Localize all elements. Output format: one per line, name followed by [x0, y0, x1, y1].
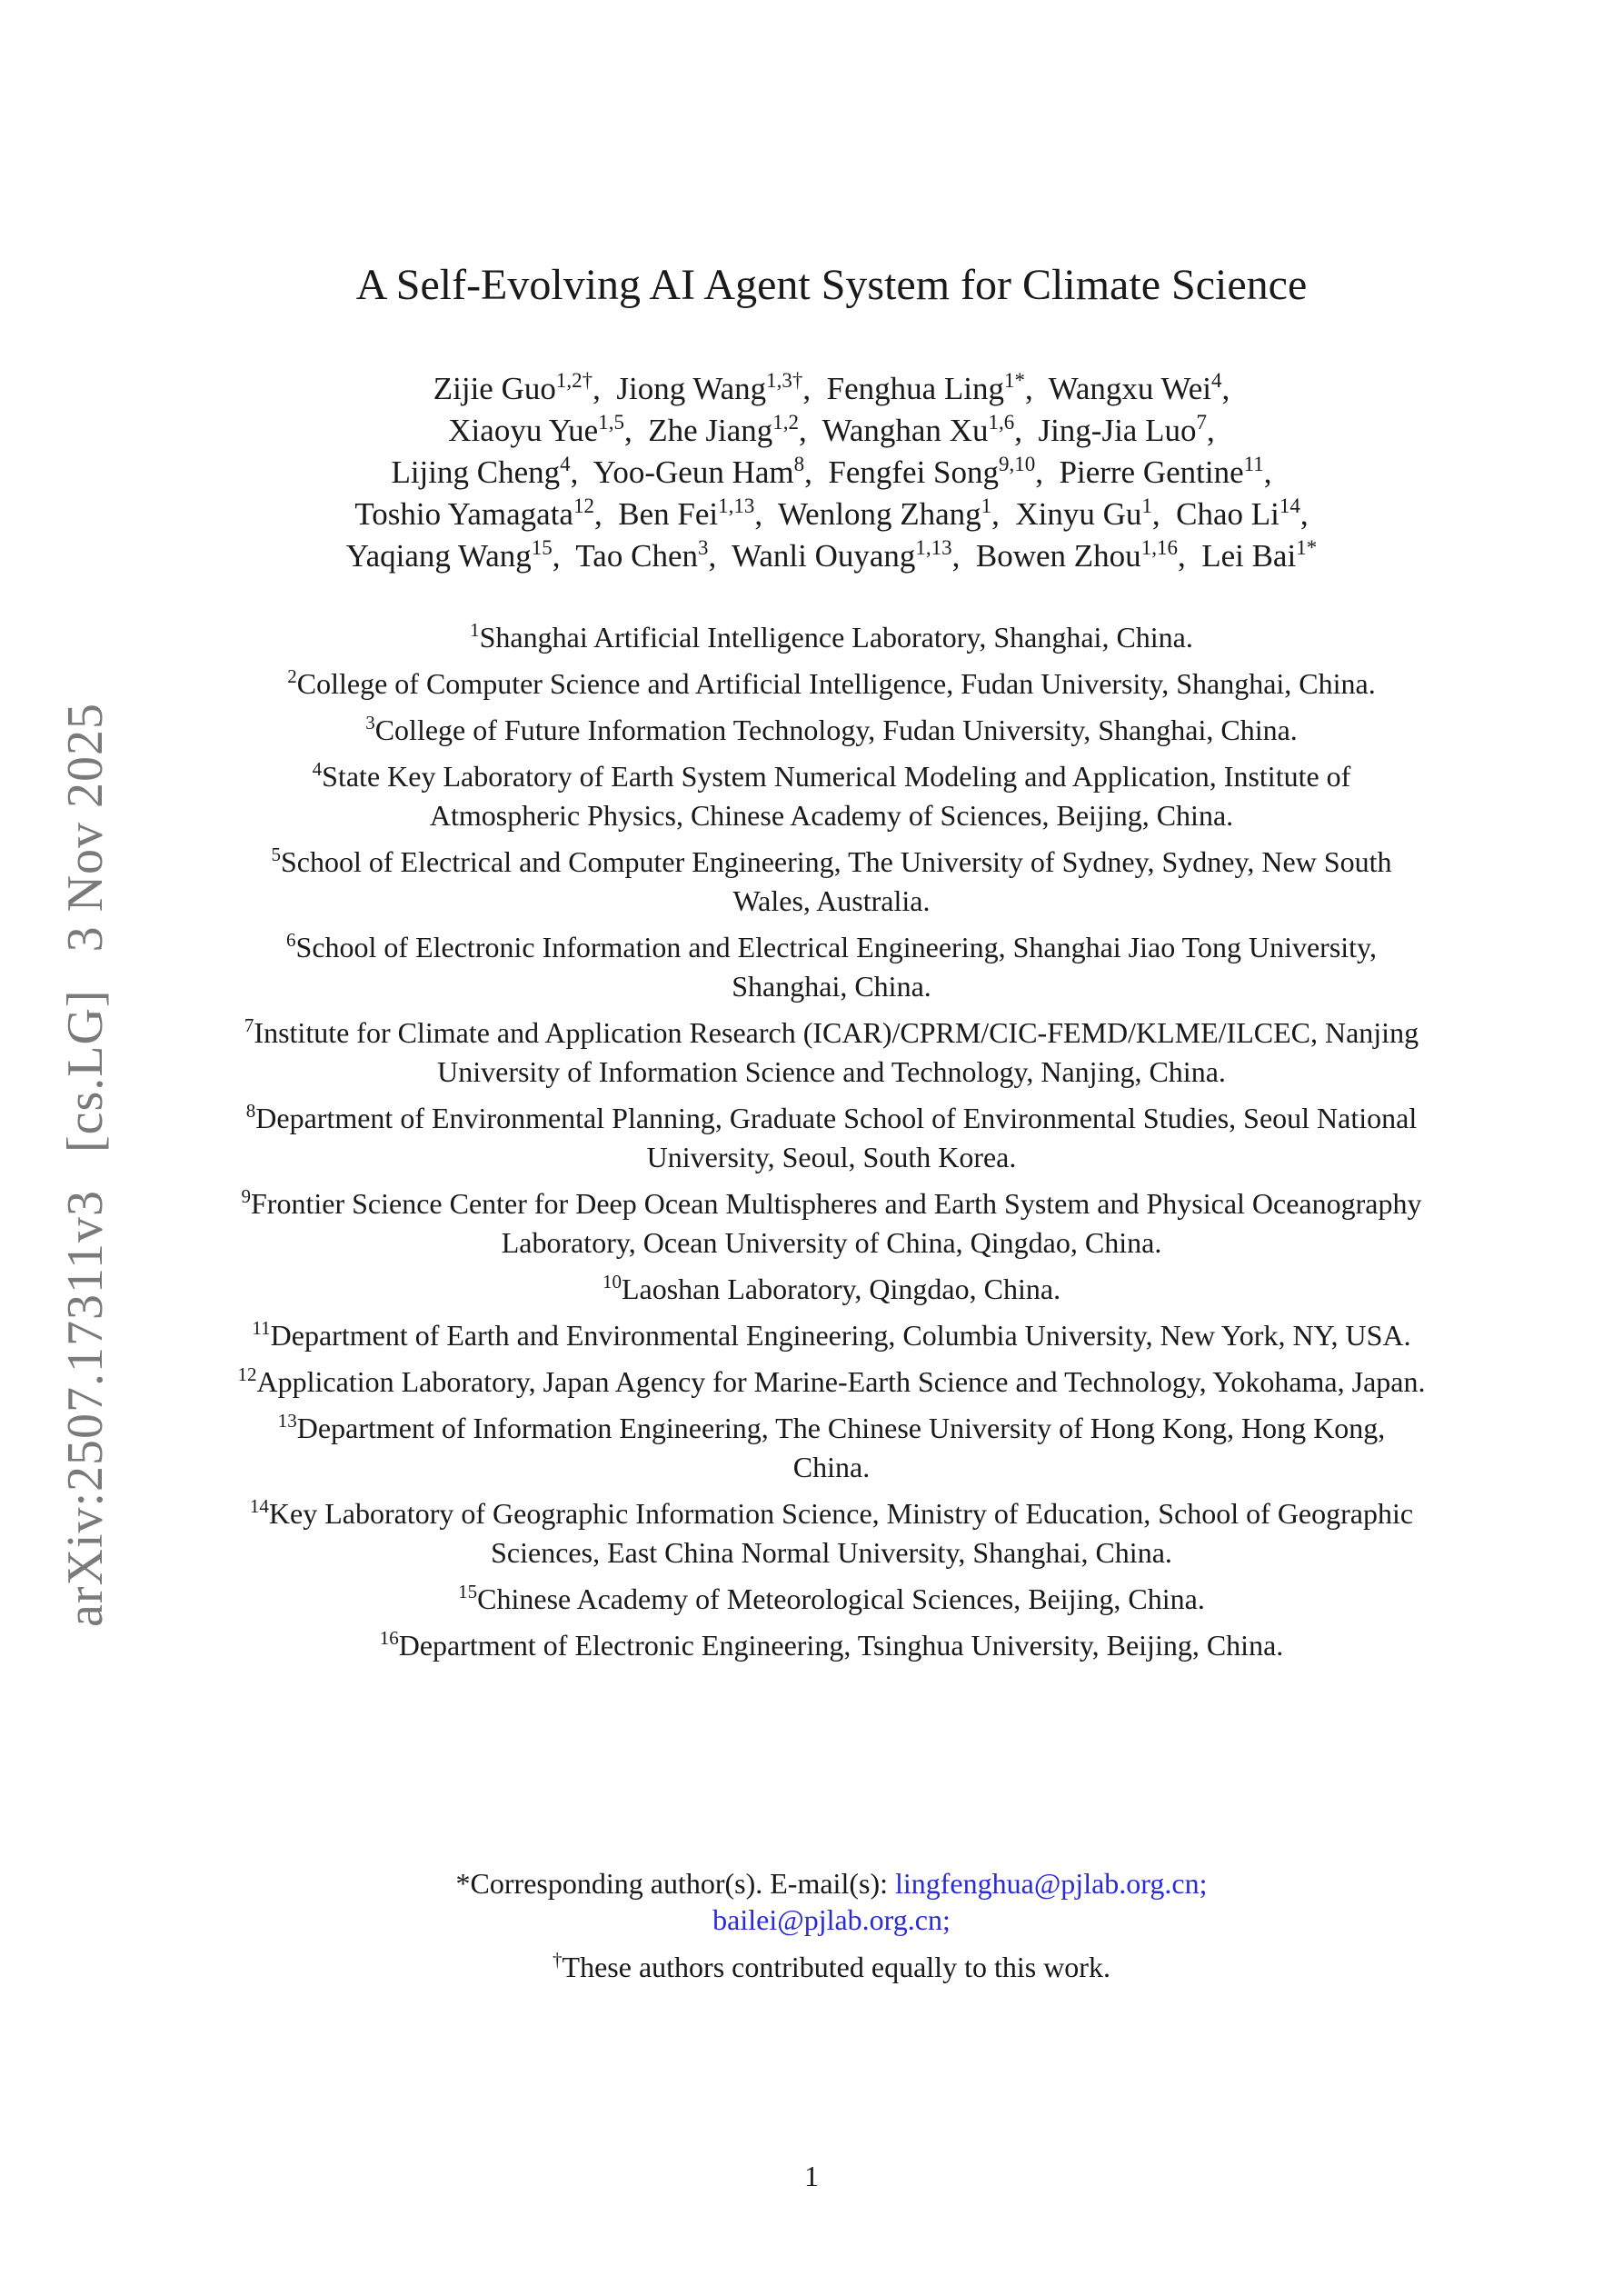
arxiv-date: 3 Nov 2025: [57, 702, 114, 953]
affiliation-number: 3: [365, 712, 375, 734]
author-name: [593, 454, 805, 490]
affiliation-item: [236, 1409, 1427, 1487]
affiliation-item: [236, 1363, 1427, 1402]
affiliation-item: [236, 664, 1427, 704]
author-name: [822, 413, 1015, 448]
author-name: [346, 538, 553, 574]
author-affiliation-marker: 4: [560, 453, 571, 475]
author-name-text: Yaqiang Wang: [345, 538, 532, 574]
author-name: [618, 496, 754, 532]
affiliation-item: [236, 618, 1427, 657]
author-separator: ,: [552, 538, 576, 574]
page-number: 1: [804, 2160, 819, 2192]
author-name-text: Toshio Yamagata: [354, 496, 573, 532]
author-separator: ,: [593, 496, 619, 532]
author-affiliation-marker: 1,2†: [555, 369, 593, 392]
email-separator: ;: [941, 1903, 951, 1936]
affiliation-text: Institute for Climate and Application Research (ICAR)/CPRM/CIC-FEMD/KLME/ILCEC, Nanjing University of Information Science and Technology, Nanjing, China.: [254, 1016, 1419, 1088]
author-name-text: Tao Chen: [575, 538, 698, 574]
affiliation-number: 4: [312, 758, 323, 780]
author-name-text: Yoo-Geun Ham: [592, 454, 794, 490]
arxiv-category: [cs.LG]: [57, 989, 114, 1153]
author-name: [433, 371, 592, 406]
author-affiliation-marker: 3: [697, 536, 709, 559]
author-affiliation-marker: 1: [981, 494, 992, 517]
author-affiliation-marker: 9,10: [999, 453, 1036, 475]
author-name-text: Ben Fei: [618, 496, 719, 532]
author-name: [827, 371, 1025, 406]
equal-contribution-text: These authors contributed equally to this work.: [562, 1951, 1110, 1983]
affiliation-text: Chinese Academy of Meteorological Sciences, Beijing, China.: [477, 1582, 1205, 1615]
author-separator: ,: [1035, 454, 1060, 490]
email-link-bailei[interactable]: bailei@pjlab.org.cn: [712, 1903, 942, 1936]
author-name: [1060, 454, 1264, 490]
author-name: [1049, 371, 1222, 406]
author-name: [976, 538, 1178, 574]
author-name: [648, 413, 799, 448]
affiliation-number: 14: [249, 1495, 269, 1517]
paper-title: A Self-Evolving AI Agent System for Climate Science: [355, 261, 1308, 309]
author-name-text: Zhe Jiang: [648, 413, 773, 448]
author-separator: ,: [708, 538, 732, 574]
author-separator: ,: [1014, 413, 1039, 448]
author-separator: ,: [1263, 454, 1272, 490]
author-name: [616, 371, 802, 406]
affiliation-text: College of Future Information Technology, Fudan University, Shanghai, China.: [374, 714, 1298, 746]
affiliation-number: 15: [458, 1581, 478, 1602]
affiliation-item: [236, 1494, 1427, 1572]
affiliation-text: Key Laboratory of Geographic Information Science, Ministry of Education, School of Geographic Sciences, East China Normal University, Shanghai, China.: [268, 1497, 1414, 1569]
author-affiliation-marker: 1,16: [1140, 536, 1178, 559]
author-name-text: Pierre Gentine: [1059, 454, 1244, 490]
author-affiliation-marker: 7: [1196, 411, 1207, 434]
affiliation-item: [236, 1099, 1427, 1177]
author-separator: ,: [754, 496, 778, 532]
dagger-mark: †: [553, 1949, 563, 1971]
author-separator: ,: [1151, 496, 1177, 532]
author-separator: ,: [1206, 413, 1215, 448]
affiliation-text: School of Electronic Information and Electrical Engineering, Shanghai Jiao Tong University, Shanghai, China.: [295, 931, 1377, 1003]
author-name-text: Lijing Cheng: [391, 454, 561, 490]
affiliation-text: Frontier Science Center for Deep Ocean Multispheres and Earth System and Physical Oceanography Laboratory, Ocean University of China, Qingdao, China.: [251, 1187, 1422, 1259]
author-separator: ,: [802, 371, 827, 406]
author-name: [391, 454, 570, 490]
author-separator: ,: [1025, 371, 1049, 406]
affiliation-text: School of Electrical and Computer Engineering, The University of Sydney, Sydney, New South Wales, Australia.: [280, 845, 1392, 917]
author-affiliation-marker: 1,5: [598, 411, 624, 434]
author-name-text: Fenghua Ling: [826, 371, 1004, 406]
author-name: [1201, 538, 1317, 574]
author-name: [575, 538, 708, 574]
author-affiliation-marker: 8: [793, 453, 805, 475]
affiliation-number: 2: [287, 665, 297, 687]
author-affiliation-marker: 1,3†: [766, 369, 803, 392]
affiliation-text: Department of Electronic Engineering, Tsinghua University, Beijing, China.: [398, 1629, 1284, 1662]
author-line: [218, 452, 1445, 494]
author-separator: ,: [1299, 496, 1309, 532]
affiliation-number: 5: [271, 844, 281, 865]
affiliation-number: 8: [245, 1100, 256, 1122]
affiliation-text: Department of Earth and Environmental Engineering, Columbia University, New York, NY, USA.: [270, 1319, 1411, 1352]
affiliation-text: Application Laboratory, Japan Agency for Marine-Earth Science and Technology, Yokohama, Japan.: [256, 1365, 1426, 1398]
affiliation-text: Laoshan Laboratory, Qingdao, China.: [621, 1273, 1061, 1305]
affiliation-text: State Key Laboratory of Earth System Numerical Modeling and Application, Institute of Atmospheric Physics, Chinese Academy of Sciences, Beijing, China.: [322, 760, 1351, 832]
affiliation-item: [236, 928, 1427, 1006]
equal-contribution-note: [236, 1949, 1427, 1985]
author-line: [218, 410, 1445, 452]
affiliation-item: [236, 1184, 1427, 1263]
author-line: [218, 494, 1445, 535]
email-separator: ;: [1199, 1867, 1208, 1900]
affiliation-number: 6: [286, 929, 296, 951]
affiliation-item: [236, 1013, 1427, 1092]
author-name: [354, 496, 594, 532]
affiliation-text: Department of Environmental Planning, Graduate School of Environmental Studies, Seoul National University, Seoul, South Korea.: [255, 1102, 1418, 1173]
affiliation-number: 9: [241, 1185, 251, 1207]
affiliation-text: College of Computer Science and Artificial Intelligence, Fudan University, Shanghai, China.: [296, 667, 1376, 700]
author-name-text: Wanghan Xu: [821, 413, 989, 448]
author-affiliation-marker: 1,6: [988, 411, 1015, 434]
affiliation-item: [236, 711, 1427, 750]
affiliation-number: 16: [379, 1627, 399, 1649]
author-name: [828, 454, 1035, 490]
arxiv-id: arXiv:2507.17311v3: [57, 1190, 114, 1627]
author-affiliation-marker: 4: [1211, 369, 1222, 392]
affiliation-item: [236, 1580, 1427, 1619]
author-name: [1176, 496, 1300, 532]
author-separator: ,: [804, 454, 829, 490]
corresponding-author-note: [236, 1865, 1427, 1938]
author-affiliation-marker: 1,13: [718, 494, 755, 517]
corresponding-prefix: *Corresponding author(s). E-mail(s):: [455, 1867, 895, 1900]
author-name-text: Jiong Wang: [616, 371, 767, 406]
author-name: [732, 538, 952, 574]
author-name-text: Lei Bai: [1201, 538, 1297, 574]
author-affiliation-marker: 15: [531, 536, 553, 559]
author-separator: ,: [991, 496, 1016, 532]
author-affiliation-marker: 11: [1243, 453, 1264, 475]
author-affiliation-marker: 1,13: [915, 536, 952, 559]
author-name-text: Wenlong Zhang: [777, 496, 981, 532]
affiliation-number: 10: [602, 1271, 622, 1293]
author-name-text: Wanli Ouyang: [732, 538, 916, 574]
author-name-text: Chao Li: [1176, 496, 1279, 532]
affiliation-list: [236, 618, 1427, 1672]
email-link-lingfenghua[interactable]: lingfenghua@pjlab.org.cn: [894, 1867, 1200, 1900]
author-line: [218, 368, 1445, 410]
author-name-text: Fengfei Song: [828, 454, 1000, 490]
author-name: [448, 413, 624, 448]
affiliation-item: [236, 757, 1427, 835]
affiliation-text: Shanghai Artificial Intelligence Laboratory, Shanghai, China.: [479, 621, 1193, 654]
author-separator: ,: [570, 454, 593, 490]
author-name-text: Xiaoyu Yue: [448, 413, 599, 448]
author-separator: ,: [799, 413, 822, 448]
author-separator: ,: [623, 413, 649, 448]
affiliation-number: 13: [277, 1410, 297, 1432]
author-separator: ,: [1177, 538, 1202, 574]
author-separator: ,: [1221, 371, 1230, 406]
arxiv-sidebar-stamp: [56, 627, 115, 1627]
author-name-text: Zijie Guo: [433, 371, 556, 406]
author-name: [778, 496, 991, 532]
author-separator: ,: [592, 371, 617, 406]
author-separator: ,: [951, 538, 976, 574]
author-affiliation-marker: 1*: [1296, 536, 1318, 559]
author-name: [1038, 413, 1207, 448]
author-list: [218, 368, 1445, 577]
author-name-text: Bowen Zhou: [975, 538, 1141, 574]
affiliation-text: Department of Information Engineering, The Chinese University of Hong Kong, Hong Kong, China.: [296, 1412, 1386, 1483]
affiliation-number: 1: [470, 619, 480, 641]
affiliation-number: 11: [252, 1317, 271, 1339]
author-name-text: Wangxu Wei: [1048, 371, 1211, 406]
author-affiliation-marker: 1*: [1004, 369, 1025, 392]
affiliation-item: [236, 1316, 1427, 1355]
author-name-text: Jing-Jia Luo: [1038, 413, 1197, 448]
author-name: [1015, 496, 1152, 532]
author-affiliation-marker: 1: [1141, 494, 1152, 517]
affiliation-item: [236, 1626, 1427, 1665]
author-name-text: Xinyu Gu: [1015, 496, 1142, 532]
author-affiliation-marker: 14: [1279, 494, 1300, 517]
author-affiliation-marker: 12: [573, 494, 594, 517]
author-affiliation-marker: 1,2: [772, 411, 799, 434]
affiliation-item: [236, 1270, 1427, 1309]
affiliation-item: [236, 843, 1427, 921]
affiliation-number: 7: [244, 1014, 254, 1036]
affiliation-number: 12: [237, 1363, 257, 1385]
author-line: [218, 535, 1445, 577]
